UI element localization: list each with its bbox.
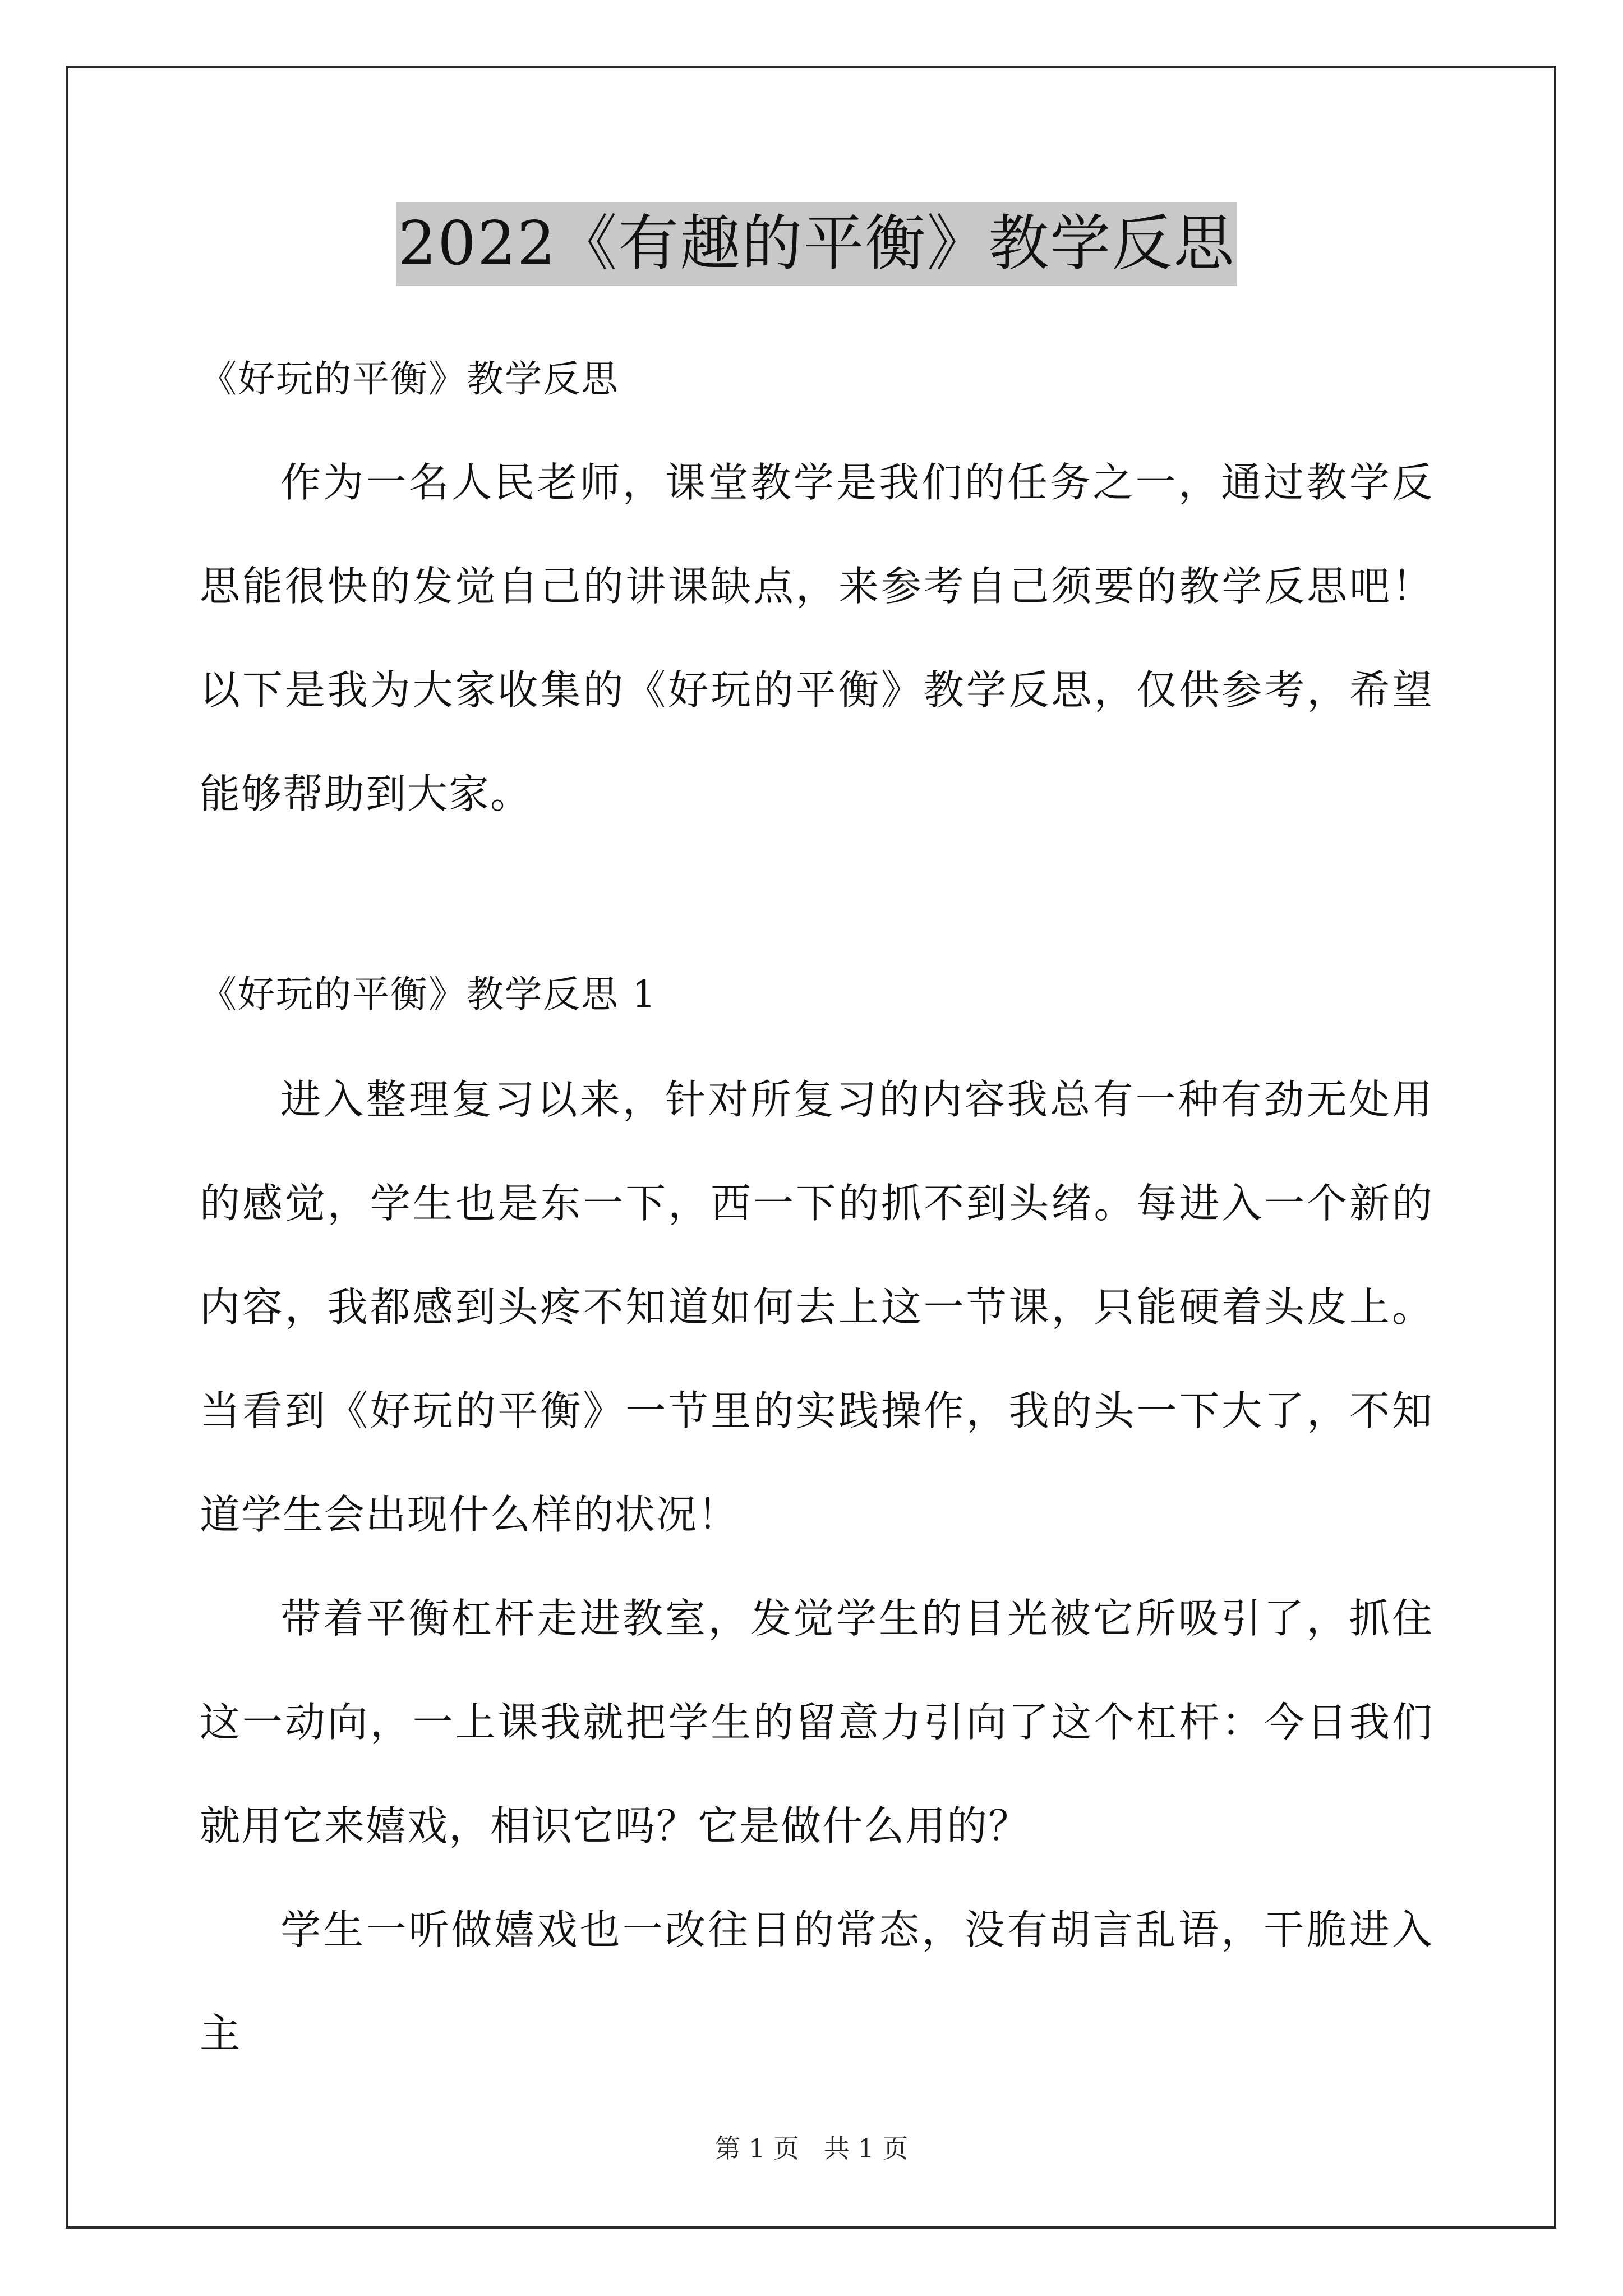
page-number-footer: 第 1 页 共 1 页 [714, 2133, 909, 2164]
section-1-heading: 《好玩的平衡》教学反思 1 [200, 973, 657, 1016]
intro-heading: 《好玩的平衡》教学反思 [200, 357, 619, 401]
intro-paragraph: 作为一名人民老师，课堂教学是我们的任务之一，通过教学反思能很快的发觉自己的讲课缺点，来参考自己须要的教学反思吧！以下是我为大家收集的《好玩的平衡》教学反思，仅供参考，希望能够帮助到大家。 [200, 459, 1433, 817]
section-1-paragraph-1: 进入整理复习以来，针对所复习的内容我总有一种有劲无处用的感觉，学生也是东一下，西一下的抓不到头绪。每进入一个新的内容，我都感到头疼不知道如何去上这一节课，只能硬着头皮上。当看到《好玩的平衡》一节里的实践操作，我的头一下大了，不知道学生会出现什么样的状况！ [200, 1076, 1433, 1538]
document-title: 2022《有趣的平衡》教学反思 [396, 202, 1238, 286]
section-1-paragraph-3: 学生一听做嬉戏也一改往日的常态，没有胡言乱语，干脆进入主 [200, 1906, 1433, 2057]
title-container [200, 202, 1433, 286]
section-1-paragraph-2: 带着平衡杠杆走进教室，发觉学生的目光被它所吸引了，抓住这一动向，一上课我就把学生的留意力引向了这个杠杆：今日我们就用它来嬉戏，相识它吗？它是做什么用的？ [200, 1595, 1433, 1849]
